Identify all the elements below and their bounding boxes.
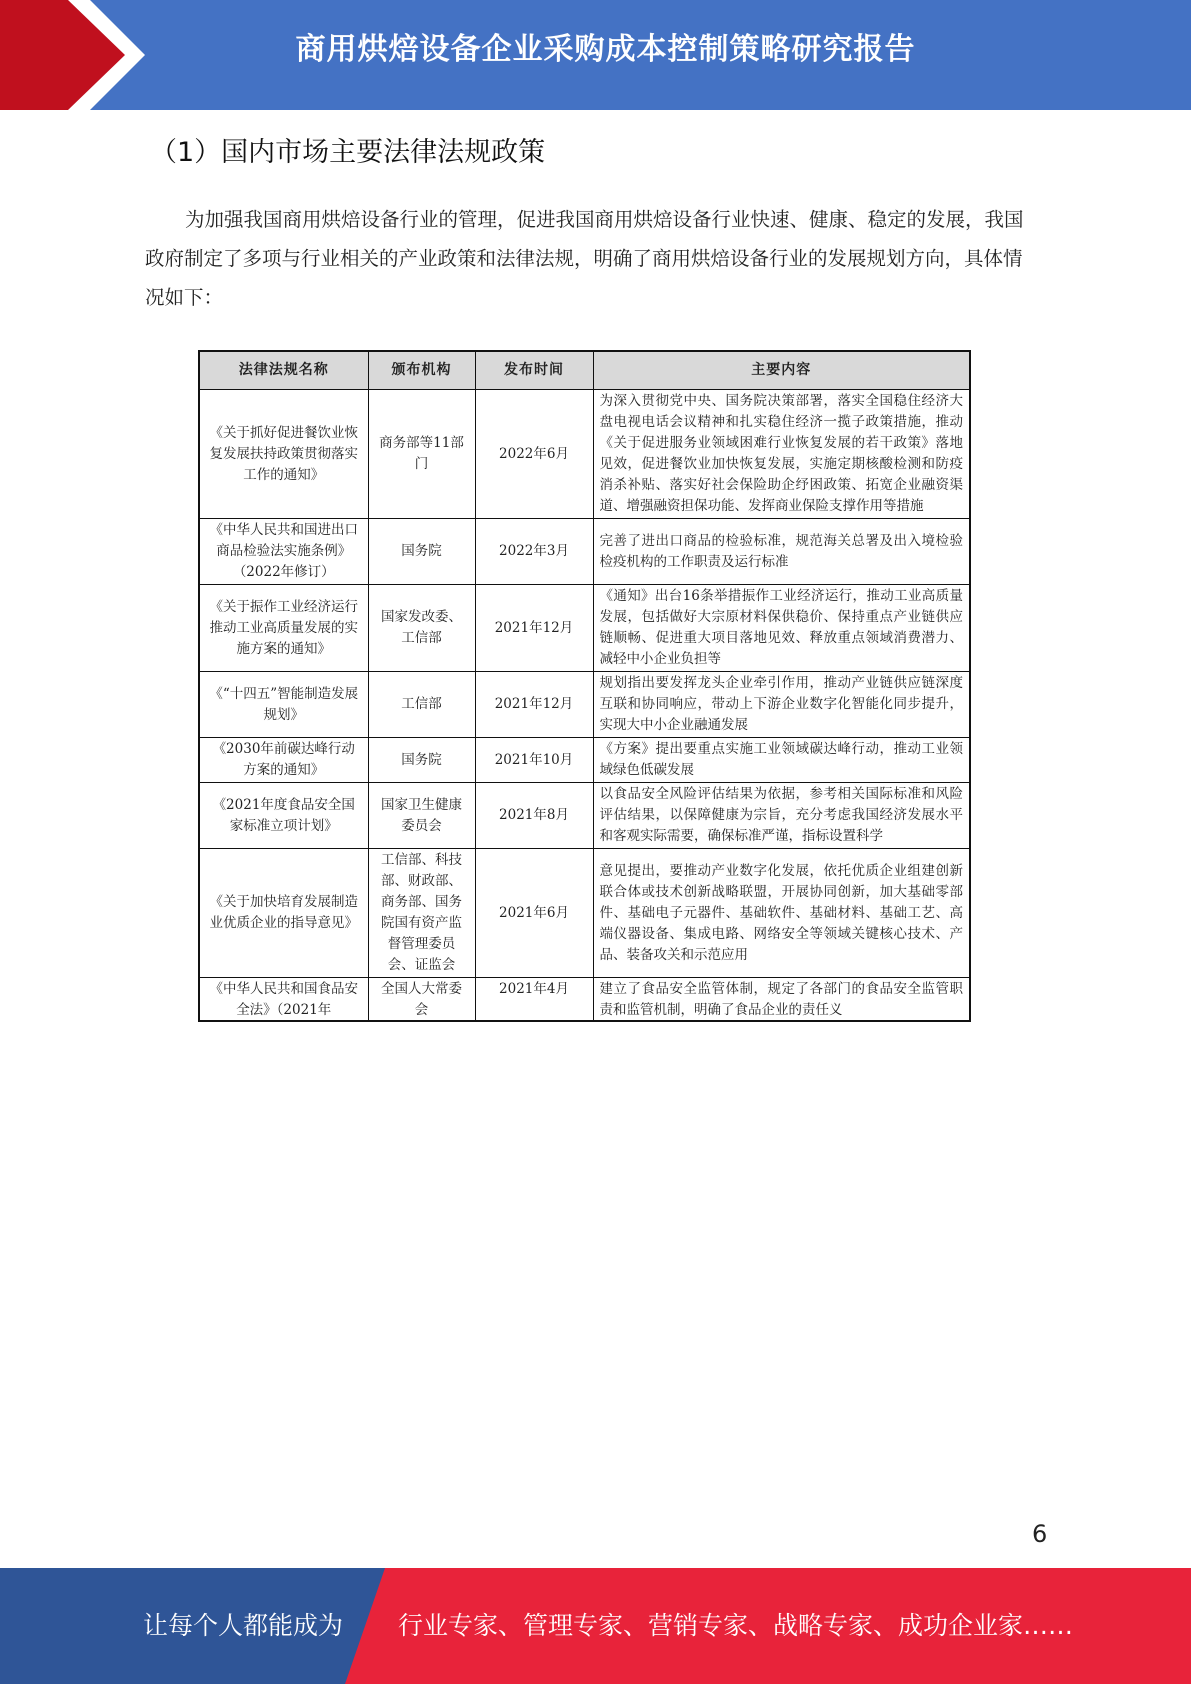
date-cell: 2021年10月 <box>475 738 593 783</box>
content-text: 建立了食品安全监管体制，规定了各部门的食品安全监管职责和监管机制，明确了食品企业的责任义 <box>599 981 963 1018</box>
column-header-agency: 颁布机构 <box>368 351 475 390</box>
report-header <box>0 0 1191 110</box>
date-cell <box>475 978 593 1022</box>
agency-cell: 国家卫生健康委员会 <box>368 783 475 849</box>
content-cell: 为深入贯彻党中央、国务院决策部署，落实全国稳住经济大盘电视电话会议精神和扎实稳住经济一揽子政策措施，推动《关于促进服务业领域困难行业恢复发展的若干政策》落地见效，促进餐饮业加快恢复发展，实施定期核酸检测和防疫消杀补贴、落实好社会保险助企纾困政策、拓宽企业融资渠道、增强融资担保功能、发挥商业保险支撑作用等措施 <box>593 390 970 519</box>
content-cell: 意见提出，要推动产业数字化发展，依托优质企业组建创新联合体或技术创新战略联盟，开展协同创新，加大基础零部件、基础电子元器件、基础软件、基础材料、基础工艺、高端仪器设备、集成电路、网络安全等领域关键核心技术、产品、装备攻关和示范应用 <box>593 849 970 978</box>
agency-cell: 国家发改委、工信部 <box>368 585 475 672</box>
law-name-cell: 《2021年度食品安全国家标准立项计划》 <box>199 783 368 849</box>
report-title: 商用烘焙设备企业采购成本控制策略研究报告 <box>295 32 916 67</box>
date-cell: 2021年12月 <box>475 585 593 672</box>
column-header-content: 主要内容 <box>593 351 970 390</box>
table-row <box>199 519 970 585</box>
agency-cell: 工信部、科技部、财政部、商务部、国务院国有资产监督管理委员会、证监会 <box>368 849 475 978</box>
date-cell: 2022年3月 <box>475 519 593 585</box>
content-cell: 完善了进出口商品的检验标准，规范海关总署及出入境检验检疫机构的工作职责及运行标准 <box>593 519 970 585</box>
column-header-date: 发布时间 <box>475 351 593 390</box>
agency-text: 全国人大常委会 <box>381 981 462 1018</box>
date-cell: 2022年6月 <box>475 390 593 519</box>
table-row <box>199 978 970 1022</box>
page-number: 6 <box>1032 1520 1048 1548</box>
law-name-text: 《中华人民共和国食品安全法》（2021年 <box>209 981 358 1018</box>
agency-cell: 国务院 <box>368 519 475 585</box>
content-cell: 《方案》提出要重点实施工业领域碳达峰行动，推动工业领域绿色低碳发展 <box>593 738 970 783</box>
content-cell: 《通知》出台16条举措振作工业经济运行，推动工业高质量发展，包括做好大宗原材料保供稳价、保持重点产业链供应链顺畅、促进重大项目落地见效、释放重点领域消费潜力、减轻中小企业负担等 <box>593 585 970 672</box>
date-text: 2021年4月 <box>499 981 569 997</box>
law-name-cell: 《2030年前碳达峰行动方案的通知》 <box>199 738 368 783</box>
intro-paragraph: 为加强我国商用烘焙设备行业的管理，促进我国商用烘焙设备行业快速、健康、稳定的发展，我国政府制定了多项与行业相关的产业政策和法律法规，明确了商用烘焙设备行业的发展规划方向，具体情况如下： <box>145 208 1024 309</box>
date-cell: 2021年6月 <box>475 849 593 978</box>
law-name-cell: 《关于加快培育发展制造业优质企业的指导意见》 <box>199 849 368 978</box>
table-row <box>199 672 970 738</box>
footer-slogan-left: 让每个人都能成为 <box>143 1611 344 1640</box>
content-cell <box>593 978 970 1022</box>
table-row <box>199 390 970 519</box>
agency-cell: 国务院 <box>368 738 475 783</box>
content-cell: 规划指出要发挥龙头企业牵引作用，推动产业链供应链深度互联和协同响应，带动上下游企业数字化智能化同步提升，实现大中小企业融通发展 <box>593 672 970 738</box>
column-header-name: 法律法规名称 <box>199 351 368 390</box>
law-name-cell: 《中华人民共和国进出口商品检验法实施条例》（2022年修订） <box>199 519 368 585</box>
date-cell: 2021年8月 <box>475 783 593 849</box>
table-row <box>199 585 970 672</box>
agency-cell: 工信部 <box>368 672 475 738</box>
table-header-row <box>199 351 970 390</box>
law-name-cell: 《“十四五”智能制造发展规划》 <box>199 672 368 738</box>
table-row <box>199 849 970 978</box>
law-name-cell: 《关于振作工业经济运行推动工业高质量发展的实施方案的通知》 <box>199 585 368 672</box>
law-name-cell <box>199 978 368 1022</box>
table-row <box>199 783 970 849</box>
date-cell: 2021年12月 <box>475 672 593 738</box>
agency-cell <box>368 978 475 1022</box>
law-name-cell: 《关于抓好促进餐饮业恢复发展扶持政策贯彻落实工作的通知》 <box>199 390 368 519</box>
table-row <box>199 738 970 783</box>
footer-banner <box>0 1568 1191 1684</box>
content-cell: 以食品安全风险评估结果为依据，参考相关国际标准和风险评估结果，以保障健康为宗旨，充分考虑我国经济发展水平和客观实际需要，确保标准严谨，指标设置科学 <box>593 783 970 849</box>
agency-cell: 商务部等11部门 <box>368 390 475 519</box>
footer-slogan-right: 行业专家、管理专家、营销专家、战略专家、成功企业家…… <box>398 1611 1074 1640</box>
law-policy-table <box>198 350 971 1022</box>
section-heading: （1）国内市场主要法律法规政策 <box>150 137 546 168</box>
